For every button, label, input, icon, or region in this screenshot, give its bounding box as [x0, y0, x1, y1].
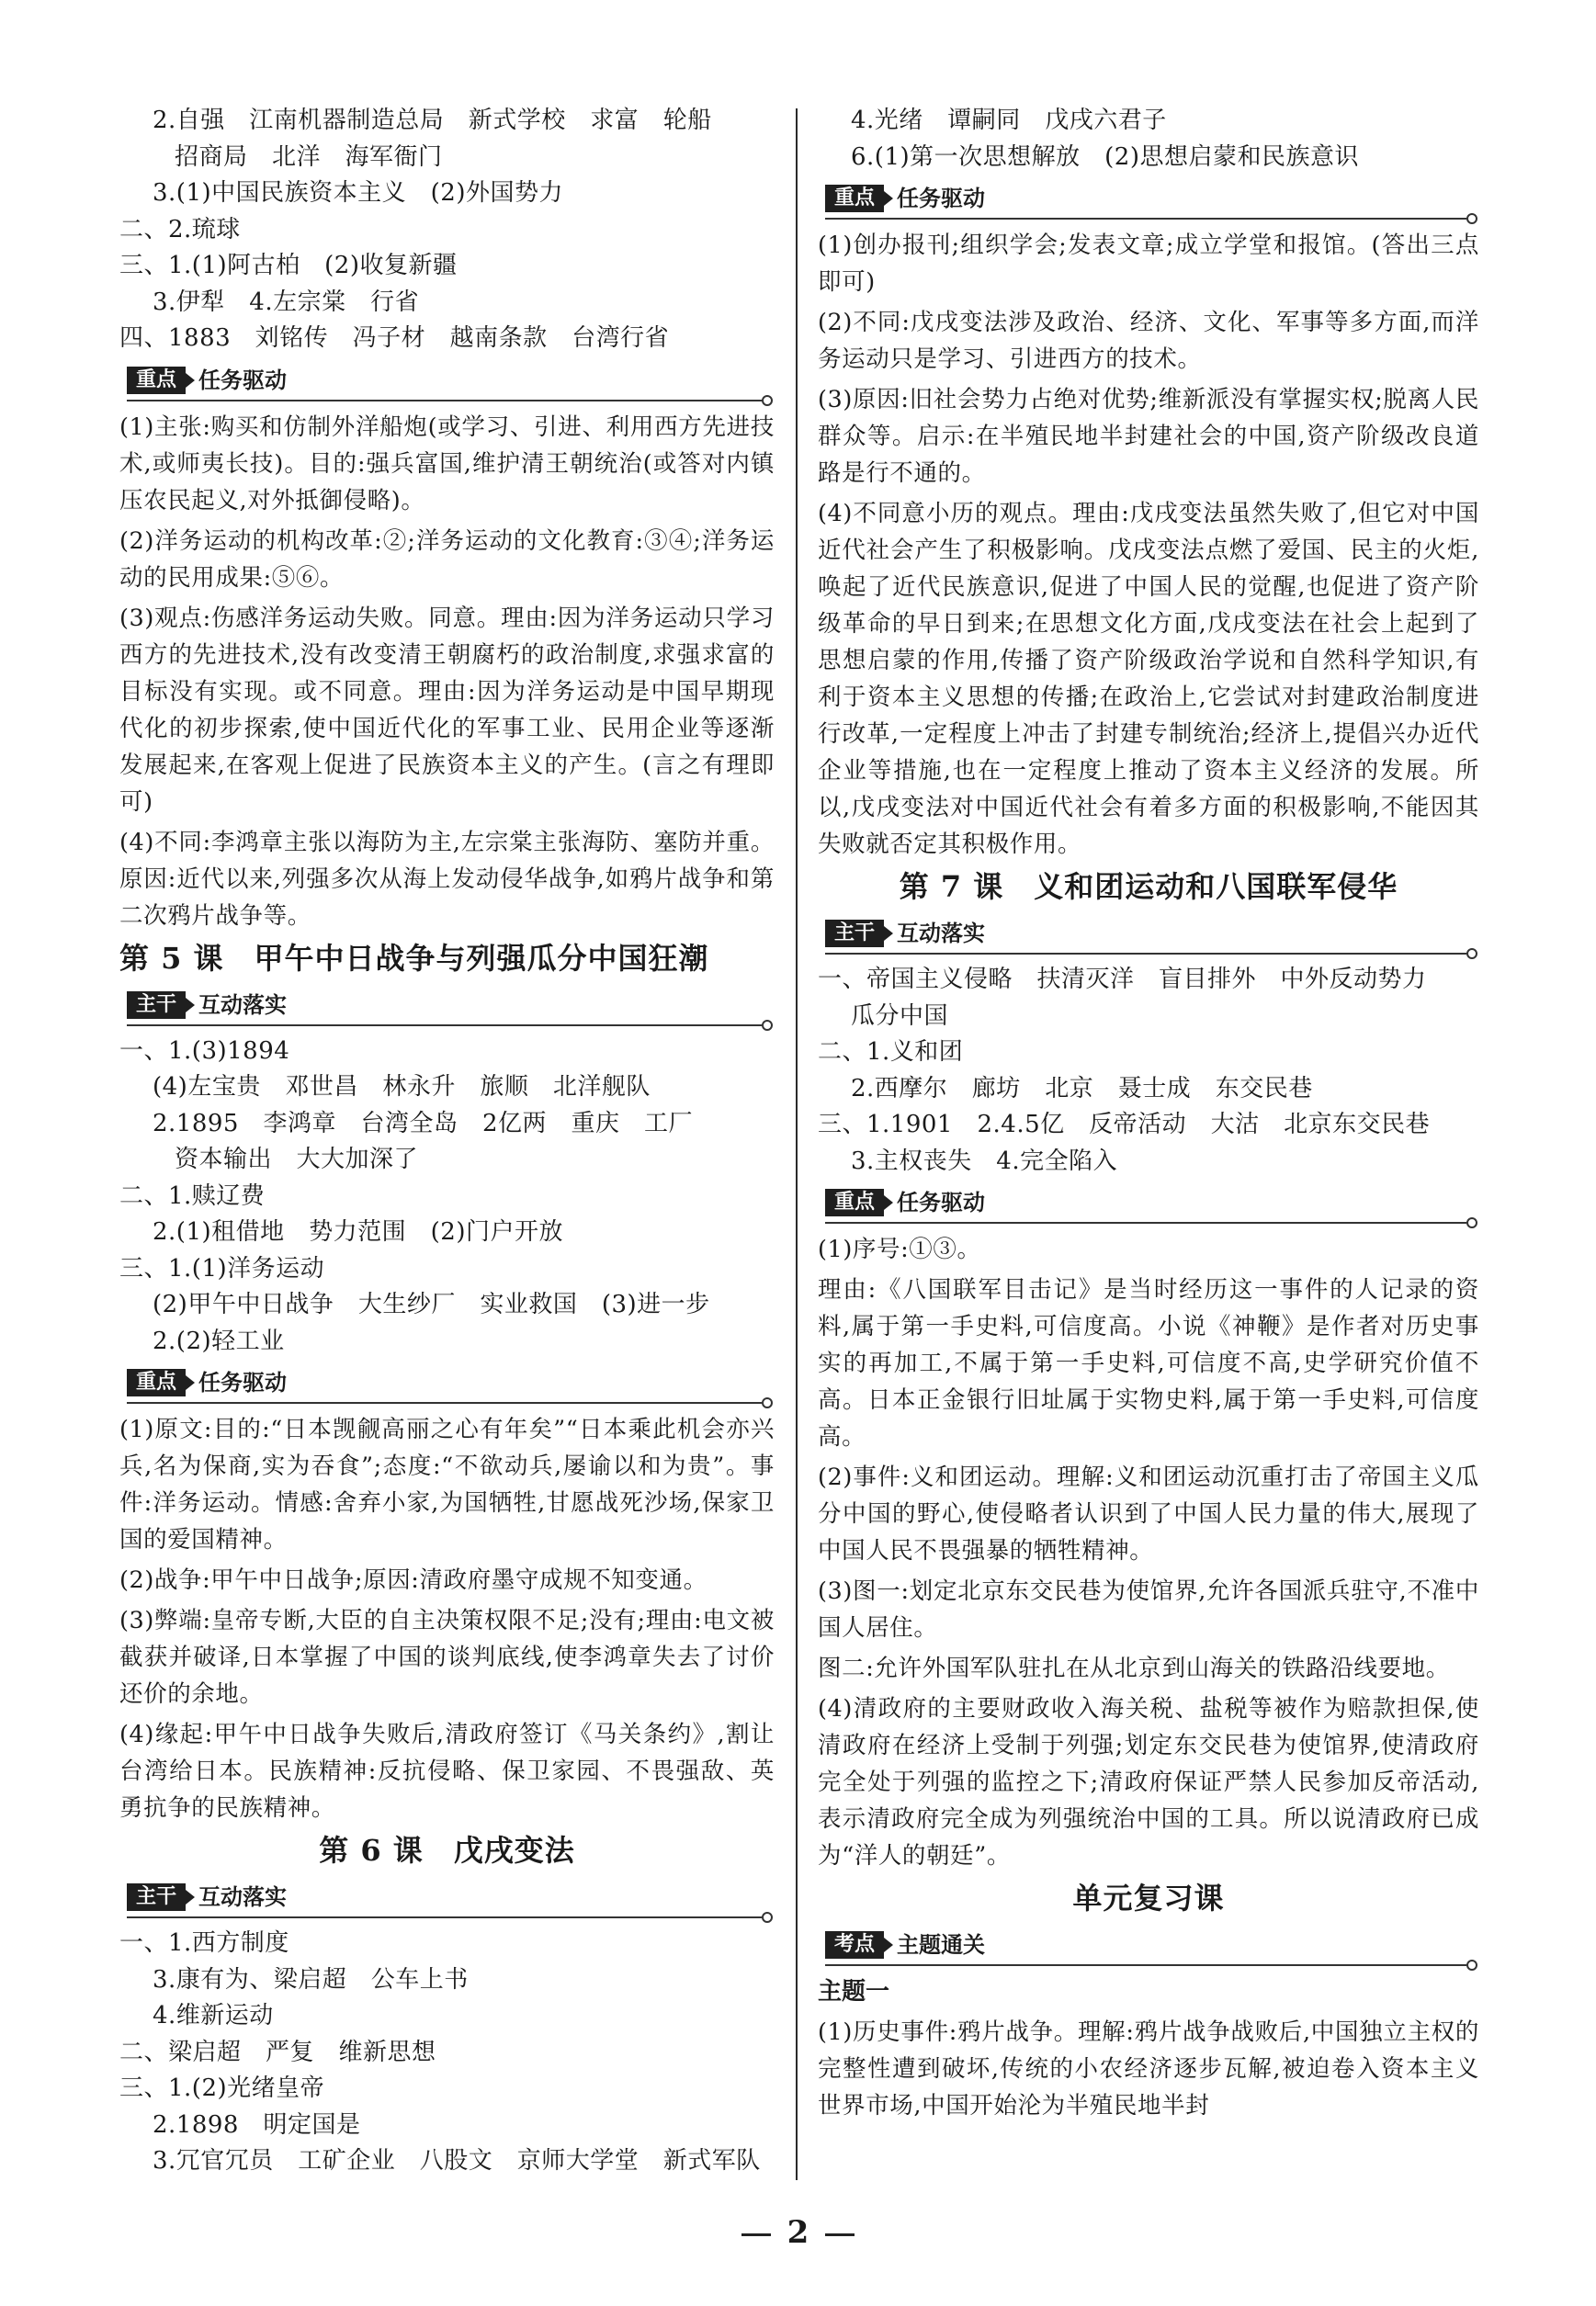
section-header	[818, 914, 1479, 956]
answer-paragraph: (4)不同意小历的观点。理由:戊戌变法虽然失败了,但它对中国近代社会产生了积极影响。戊戌变法点燃了爱国、民主的火炬,唤起了近代民族意识,促进了中国人民的觉醒,也促进了资产阶级革命的早日到来;在思想文化方面,戊戌变法在社会上起到了思想启蒙的作用,传播了资产阶级政治学说和自然科学知识,有利于资本主义思想的传播;在政治上,它尝试对封建政治制度进行改革,一定程度上冲击了封建专制统治;经济上,提倡兴办近代企业等措施,也在一定程度上推动了资本主义经济的发展。所以,戊戌变法对中国近代社会有着多方面的积极影响,不能因其失败就否定其积极作用。	[818, 500, 1479, 858]
lesson-title: 第 6 课 戊戌变法	[319, 1833, 575, 1868]
answer-paragraph: (1)序号:①③。	[818, 1236, 981, 1263]
answer-line: 三、1.(2)光绪皇帝	[119, 2074, 325, 2102]
section-tag: 考点	[825, 1931, 884, 1959]
section-rule	[127, 1402, 762, 1404]
review-title: 单元复习课	[1072, 1881, 1225, 1916]
answer-line: (4)左宝贵 邓世昌 林永升 旅顺 北洋舰队	[153, 1073, 651, 1101]
answer-line: 4.光绪 谭嗣同 戊戌六君子	[851, 107, 1167, 134]
page-dash-right	[825, 2233, 855, 2236]
answer-paragraph: (3)观点:伤感洋务运动失败。同意。理由:因为洋务运动只学习西方的先进技术,没有改变清王朝腐朽的政治制度,求强求富的目标没有实现。或不同意。理由:因为洋务运动是中国早期现代化的初步探索,使中国近代化的军事工业、民用企业等逐渐发展起来,在客观上促进了民族资本主义的产生。(言之有理即可)	[119, 604, 775, 816]
answer-line: 二、梁启超 严复 维新思想	[119, 2038, 436, 2066]
answer-paragraph: (1)历史事件:鸦片战争。理解:鸦片战争战败后,中国独立主权的完整性遭到破坏,传统的小农经济逐步瓦解,被迫卷入资本主义世界市场,中国开始沦为半殖民地半封	[818, 2018, 1479, 2119]
section-tag: 重点	[825, 185, 884, 212]
left-column	[119, 103, 775, 2180]
page-number-text: 2	[787, 2214, 809, 2251]
section-title: 互动落实	[198, 1884, 287, 1910]
answer-line: 一、1.(3)1894	[119, 1036, 290, 1065]
answer-line: 三、1.1901 2.4.5亿 反帝活动 大沽 北京东交民巷	[818, 1111, 1431, 1138]
answer-line: 3.主权丧失 4.完全陷入	[851, 1147, 1118, 1175]
section-header	[119, 986, 775, 1028]
answer-line: 2.(2)轻工业	[153, 1327, 285, 1355]
answer-paragraph: (3)图一:划定北京东交民巷为使馆界,允许各国派兵驻守,不准中国人居住。	[818, 1577, 1479, 1642]
section-rule	[127, 1916, 762, 1918]
answer-line: 招商局 北洋 海军衙门	[175, 142, 443, 171]
page-number	[0, 2214, 1596, 2251]
section-header	[119, 361, 775, 403]
answer-paragraph: (3)弊端:皇帝专断,大臣的自主决策权限不足;没有;理由:电文被截获并破译,日本掌握了中国的谈判底线,使李鸿章失去了讨价还价的余地。	[119, 1607, 775, 1708]
answer-line: 3.伊犁 4.左宗棠 行省	[153, 288, 420, 316]
section-title: 任务驱动	[897, 186, 985, 211]
column-divider	[796, 108, 798, 2180]
answer-line: 2.西摩尔 廊坊 北京 聂士成 东交民巷	[851, 1074, 1313, 1102]
answer-line: 资本输出 大大加深了	[175, 1146, 419, 1173]
answer-paragraph: (2)事件:义和团运动。理解:义和团运动沉重打击了帝国主义瓜分中国的野心,使侵略者认识到了中国人民力量的伟大,展现了中国人民不畏强暴的牺牲精神。	[818, 1464, 1479, 1565]
section-header	[119, 1878, 775, 1920]
answer-paragraph: (4)缘起:甲午中日战争失败后,清政府签订《马关条约》,割让台湾给日本。民族精神:反抗侵略、保卫家园、不畏强敌、英勇抗争的民族精神。	[119, 1721, 775, 1822]
answer-paragraph: (2)洋务运动的机构改革:②;洋务运动的文化教育:③④;洋务运动的民用成果:⑤⑥。	[119, 526, 775, 592]
answer-line: 瓜分中国	[851, 1001, 949, 1030]
section-title: 主题通关	[897, 1932, 985, 1958]
section-rule	[127, 400, 762, 401]
section-header	[818, 1926, 1479, 1968]
answer-paragraph: 图二:允许外国军队驻扎在从北京到山海关的铁路沿线要地。	[818, 1655, 1450, 1682]
lesson-title: 第 7 课 义和团运动和八国联军侵华	[899, 869, 1398, 904]
section-tag: 重点	[127, 367, 186, 394]
section-rule	[825, 1964, 1466, 1966]
answer-line: 4.维新运动	[153, 2002, 274, 2029]
section-rule	[127, 1024, 762, 1026]
section-rule	[825, 218, 1466, 220]
answer-paragraph: (1)原文:目的:“日本觊觎高丽之心有年矣”“日本乘此机会亦兴兵,名为保商,实为吞食”;态度:“不欲动兵,屡谕以和为贵”。事件:洋务运动。情感:舍弃小家,为国牺牲,甘愿战死沙场,保家卫国的爱国精神。	[119, 1416, 775, 1554]
section-title: 任务驱动	[897, 1190, 985, 1215]
answer-line: 3.康有为、梁启超 公车上书	[153, 1965, 469, 1994]
answer-line: 一、1.西方制度	[119, 1929, 289, 1957]
answer-paragraph: (2)不同:戊戌变法涉及政治、经济、文化、军事等多方面,而洋务运动只是学习、引进西方的技术。	[818, 309, 1479, 373]
section-rule	[825, 1222, 1466, 1224]
section-tag: 主干	[127, 1883, 186, 1911]
answer-paragraph: (4)不同:李鸿章主张以海防为主,左宗棠主张海防、塞防并重。原因:近代以来,列强多次从海上发动侵华战争,如鸦片战争和第二次鸦片战争等。	[119, 828, 775, 930]
right-column	[818, 103, 1479, 2124]
answer-line: 二、1.赎辽费	[119, 1181, 266, 1210]
answer-line: 三、1.(1)阿古柏 (2)收复新疆	[119, 252, 458, 279]
answer-line: 2.1895 李鸿章 台湾全岛 2亿两 重庆 工厂	[153, 1109, 694, 1137]
section-title: 任务驱动	[198, 367, 287, 393]
section-header	[119, 1363, 775, 1406]
answer-line: 6.(1)第一次思想解放 (2)思想启蒙和民族意识	[851, 142, 1359, 171]
section-rule	[825, 953, 1466, 955]
section-title: 互动落实	[897, 921, 985, 946]
answer-line: 3.冗官冗员 工矿企业 八股文 京师大学堂 新式军队	[153, 2147, 761, 2175]
answer-paragraph: (3)原因:旧社会势力占绝对优势;维新派没有掌握实权;脱离人民群众等。启示:在半殖民地半封建社会的中国,资产阶级改良道路是行不通的。	[818, 386, 1479, 487]
answer-paragraph: 理由:《八国联军目击记》是当时经历这一事件的人记录的资料,属于第一手史料,可信度高。小说《神鞭》是作者对历史事实的再加工,不属于第一手史料,可信度不高,史学研究价值不高。日本正金银行旧址属于实物史料,属于第一手史料,可信度高。	[818, 1276, 1479, 1451]
section-header	[818, 1183, 1479, 1226]
lesson-title: 第 5 课 甲午中日战争与列强瓜分中国狂潮	[119, 940, 709, 976]
answer-paragraph: (1)创办报刊;组织学会;发表文章;成立学堂和报馆。(答出三点即可)	[818, 232, 1479, 296]
answer-line: 2.(1)租借地 势力范围 (2)门户开放	[153, 1218, 563, 1246]
answer-line: 2.1898 明定国是	[153, 2110, 361, 2139]
answer-line: 四、1883 刘铭传 冯子材 越南条款 台湾行省	[119, 324, 670, 352]
section-tag: 重点	[825, 1189, 884, 1216]
answer-line: 二、2.琉球	[119, 215, 241, 243]
section-title: 任务驱动	[198, 1370, 287, 1396]
answer-line: 一、帝国主义侵略 扶清灭洋 盲目排外 中外反动势力	[818, 966, 1427, 993]
section-title: 互动落实	[198, 991, 287, 1018]
section-tag: 主干	[127, 991, 186, 1019]
section-tag: 主干	[825, 920, 884, 947]
answer-line: (2)甲午中日战争 大生纱厂 实业救国 (3)进一步	[153, 1291, 710, 1318]
answer-line: 2.自强 江南机器制造总局 新式学校 求富 轮船	[153, 107, 712, 134]
answer-paragraph: (4)清政府的主要财政收入海关税、盐税等被作为赔款担保,使清政府在经济上受制于列强;划定东交民巷为使馆界,使清政府完全处于列强的监控之下;清政府保证严禁人民参加反帝活动,表示清政府完全成为列强统治中国的工具。所以说清政府已成为“洋人的朝廷”。	[818, 1695, 1479, 1870]
answer-line: 3.(1)中国民族资本主义 (2)外国势力	[153, 179, 563, 207]
answer-paragraph: (2)战争:甲午中日战争;原因:清政府墨守成规不知变通。	[119, 1566, 707, 1594]
answer-line: 二、1.义和团	[818, 1038, 964, 1066]
answer-line: 三、1.(1)洋务运动	[119, 1254, 325, 1283]
theme-heading: 主题一	[818, 1978, 890, 2006]
answer-paragraph: (1)主张:购买和仿制外洋船炮(或学习、引进、利用西方先进技术,或师夷长技)。目的:强兵富国,维护清王朝统治(或答对内镇压农民起义,对外抵御侵略)。	[119, 413, 775, 514]
page-dash-left	[741, 2233, 771, 2236]
section-header	[818, 179, 1479, 221]
section-tag: 重点	[127, 1369, 186, 1396]
